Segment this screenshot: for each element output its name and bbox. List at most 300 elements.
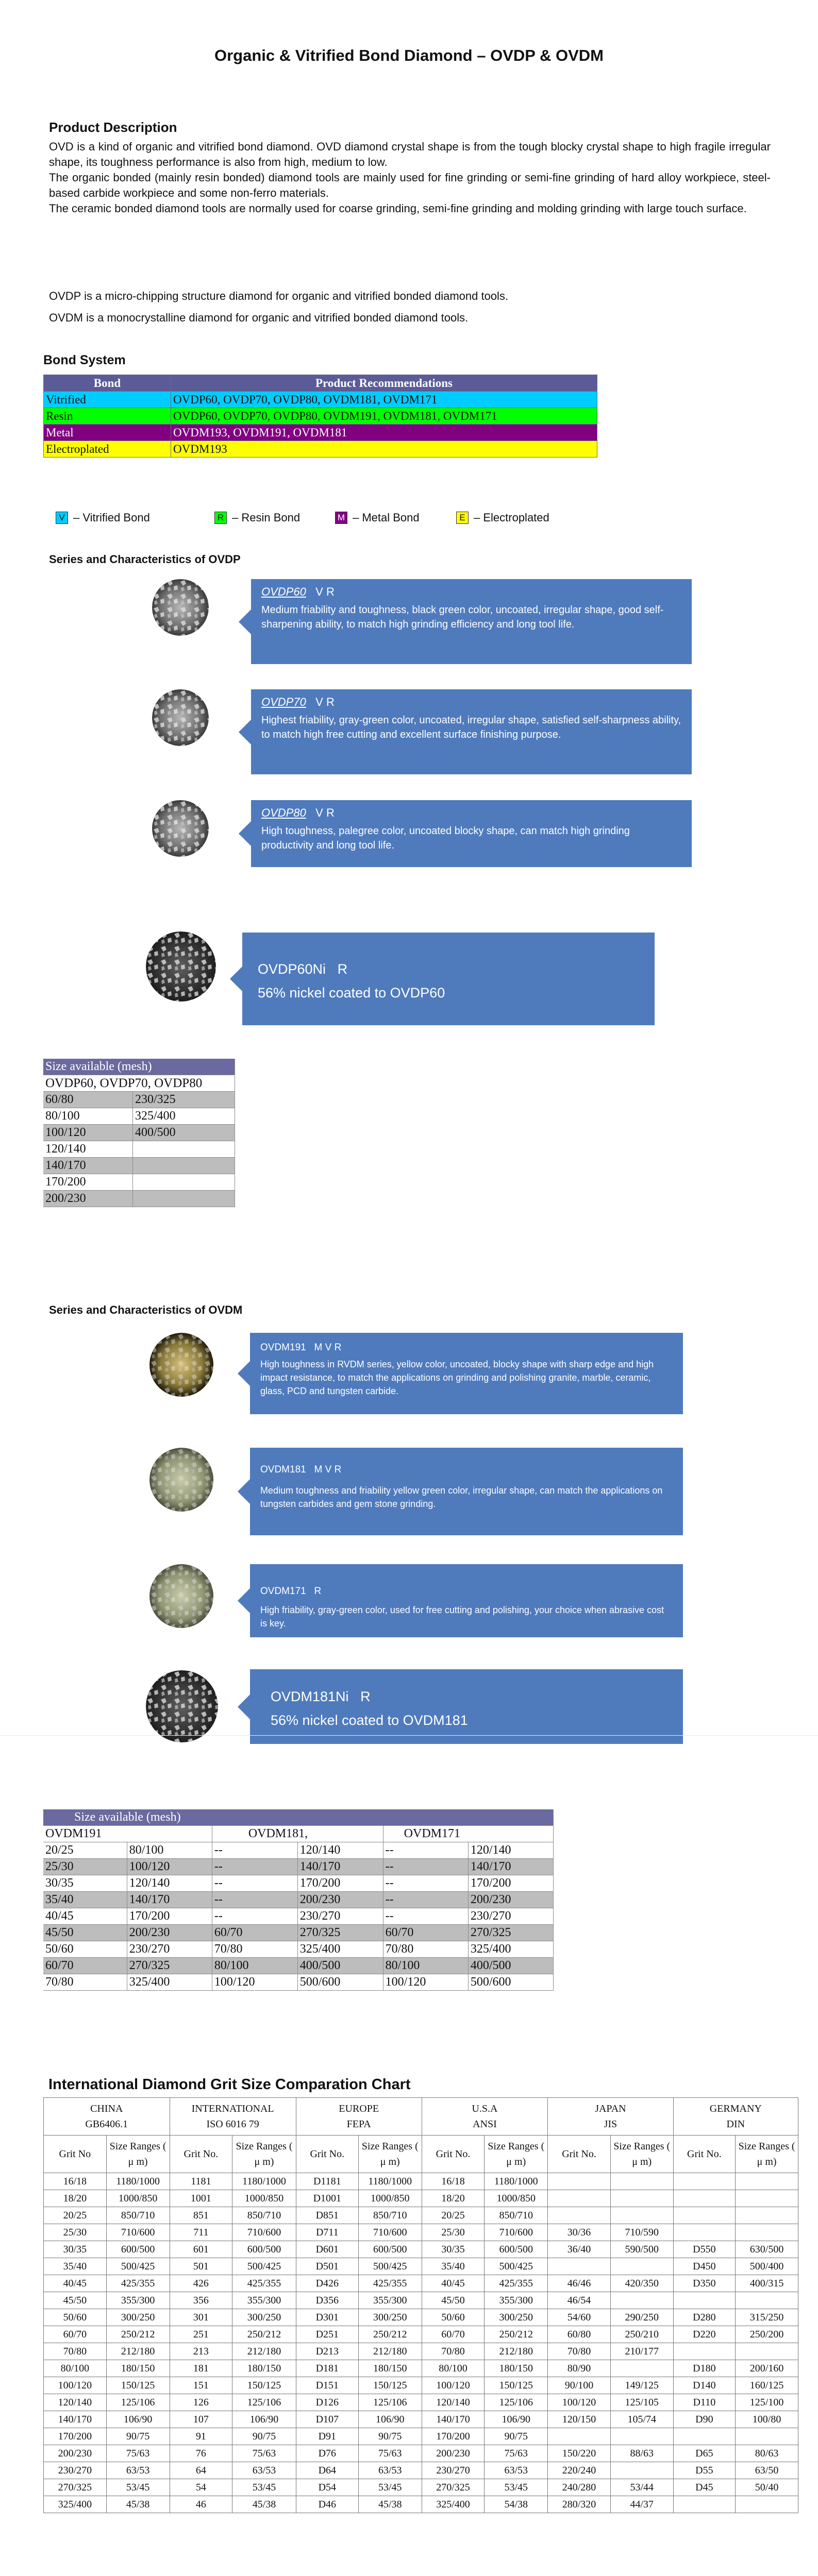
grit-cell: D91	[296, 2428, 358, 2445]
product-name-line	[260, 1342, 673, 1353]
grit-cell	[736, 2173, 798, 2190]
size-cell: 170/200	[468, 1875, 553, 1892]
grit-cell: 180/150	[485, 2360, 548, 2377]
size-cell: 80/100	[127, 1842, 212, 1859]
standard-code: DIN	[726, 2119, 745, 2130]
grit-cell: 180/150	[232, 2360, 296, 2377]
product-bonds: R	[360, 1689, 371, 1704]
description-paragraph: OVD is a kind of organic and vitrified bond diamond. OVD diamond crystal shape is from the tough blocky crystal shape to high fragile irregular shape, its toughness performance is also from high, medium to low.	[49, 140, 771, 168]
description-paragraph: The ceramic bonded diamond tools are normally used for coarse grinding, semi-fine grinding and molding grinding with large touch surface.	[49, 202, 747, 215]
product-name-line	[258, 957, 639, 981]
grit-cell: 53/45	[232, 2479, 296, 2496]
grit-cell: 250/212	[358, 2326, 422, 2343]
grit-cell: D55	[673, 2462, 736, 2479]
grit-cell: 710/600	[358, 2224, 422, 2241]
table-row	[43, 1158, 235, 1174]
bond-name: Resin	[44, 408, 171, 425]
table-row	[44, 408, 597, 425]
standard-header	[422, 2098, 548, 2136]
size-cell: 100/120	[383, 1974, 468, 1991]
grit-cell: D76	[296, 2445, 358, 2462]
card-pointer	[238, 1588, 250, 1613]
grit-cell: 125/106	[485, 2394, 548, 2411]
product-name: OVDP70	[261, 696, 306, 708]
ovdm-heading: Series and Characteristics of OVDM	[49, 1303, 243, 1316]
size-group-header: OVDM191	[43, 1826, 212, 1842]
size-cell: 100/120	[212, 1974, 297, 1991]
product-description: Medium friability and toughness, black green color, uncoated, irregular shape, good self-sharpening ability, to match high grinding efficiency and long tool life.	[261, 604, 664, 630]
grit-cell	[610, 2207, 673, 2224]
grit-cell: D356	[296, 2292, 358, 2309]
grit-cell: D1001	[296, 2190, 358, 2207]
grit-cell: 850/710	[358, 2207, 422, 2224]
table-header-row	[44, 2136, 798, 2173]
legend-swatch: E	[456, 512, 469, 524]
size-cell: 120/140	[127, 1875, 212, 1892]
grit-cell: D501	[296, 2258, 358, 2275]
table-row	[43, 1859, 554, 1875]
legend-resin	[214, 511, 300, 524]
table-row	[43, 1925, 554, 1941]
size-cell: 325/400	[127, 1974, 212, 1991]
grit-cell	[736, 2190, 798, 2207]
grit-cell: 50/60	[422, 2309, 485, 2326]
bond-products: OVDM193	[171, 441, 597, 457]
grit-cell: 125/106	[358, 2394, 422, 2411]
card-pointer	[239, 720, 251, 744]
grit-cell: 90/75	[106, 2428, 170, 2445]
grit-cell: 30/35	[44, 2241, 107, 2258]
grit-cell: 200/160	[736, 2360, 798, 2377]
grit-cell: 315/250	[736, 2309, 798, 2326]
grit-cell: D64	[296, 2462, 358, 2479]
table-row	[44, 2377, 798, 2394]
ovdp-definition: OVDP is a micro-chipping structure diamond for organic and vitrified bonded diamond tools.	[49, 290, 509, 302]
grit-cell: 63/53	[232, 2462, 296, 2479]
bond-name: Electroplated	[44, 441, 171, 457]
size-table-header: Size available (mesh)	[43, 1059, 235, 1075]
grit-cell: 40/45	[44, 2275, 107, 2292]
grit-cell: 220/240	[548, 2462, 611, 2479]
grit-cell	[736, 2496, 798, 2513]
grit-cell: 710/600	[485, 2224, 548, 2241]
grit-cell: 710/600	[106, 2224, 170, 2241]
grit-cell: 325/400	[422, 2496, 485, 2513]
grit-cell	[673, 2343, 736, 2360]
ovdm181ni-crystal-image	[146, 1670, 218, 1742]
product-bonds: V R	[315, 806, 335, 819]
grit-cell: 240/280	[548, 2479, 611, 2496]
grit-cell: 300/250	[106, 2309, 170, 2326]
grit-cell	[548, 2258, 611, 2275]
standard-code: ISO 6016 79	[206, 2119, 259, 2130]
grit-cell: D550	[673, 2241, 736, 2258]
table-row	[44, 2445, 798, 2462]
grit-no-header: Grit No.	[548, 2136, 611, 2173]
grit-cell: 140/170	[44, 2411, 107, 2428]
product-bonds: V R	[315, 696, 335, 708]
grit-cell: 60/70	[422, 2326, 485, 2343]
size-cell: 500/600	[297, 1974, 383, 1991]
table-row	[43, 1108, 235, 1125]
grit-cell: 50/40	[736, 2479, 798, 2496]
grit-cell: 181	[170, 2360, 232, 2377]
standard-header	[44, 2098, 170, 2136]
standard-country: U.S.A	[472, 2103, 498, 2114]
grit-cell: 356	[170, 2292, 232, 2309]
grit-cell: 16/18	[422, 2173, 485, 2190]
size-cell: 400/500	[133, 1125, 235, 1141]
grit-cell: 80/63	[736, 2445, 798, 2462]
grit-cell: 710/600	[232, 2224, 296, 2241]
grit-cell: 50/60	[44, 2309, 107, 2326]
ovdp70-card	[251, 689, 692, 774]
product-description: 56% nickel coated to OVDP60	[258, 985, 445, 1001]
grit-cell: 90/75	[358, 2428, 422, 2445]
size-range-header: Size Ranges ( μ m)	[358, 2136, 422, 2173]
table-row	[44, 425, 597, 441]
size-range-header: Size Ranges ( μ m)	[485, 2136, 548, 2173]
grit-cell	[548, 2428, 611, 2445]
grit-cell: 80/100	[422, 2360, 485, 2377]
grit-cell: D126	[296, 2394, 358, 2411]
grit-cell: 600/500	[106, 2241, 170, 2258]
grit-cell: 200/230	[422, 2445, 485, 2462]
size-cell: 270/325	[297, 1925, 383, 1941]
grit-cell: D180	[673, 2360, 736, 2377]
legend-swatch: M	[335, 512, 347, 524]
legend-electroplated	[456, 511, 549, 524]
legend-label: – Vitrified Bond	[73, 511, 150, 524]
grit-cell: D851	[296, 2207, 358, 2224]
grit-cell	[610, 2360, 673, 2377]
grit-cell: 280/320	[548, 2496, 611, 2513]
grit-cell: 45/38	[358, 2496, 422, 2513]
grit-cell: 36/40	[548, 2241, 611, 2258]
product-name-line	[261, 696, 682, 709]
ovdm191-card	[250, 1333, 683, 1414]
table-row	[44, 2462, 798, 2479]
grit-cell: 355/300	[358, 2292, 422, 2309]
size-cell: --	[383, 1892, 468, 1908]
grit-cell: D711	[296, 2224, 358, 2241]
grit-cell: 63/53	[358, 2462, 422, 2479]
grit-cell: 425/355	[106, 2275, 170, 2292]
table-row	[43, 1908, 554, 1925]
grit-cell: 53/45	[358, 2479, 422, 2496]
grit-cell: 75/63	[232, 2445, 296, 2462]
ovdm171-crystal-image	[149, 1564, 214, 1629]
grit-cell: D350	[673, 2275, 736, 2292]
size-cell: --	[212, 1875, 297, 1892]
grit-cell	[673, 2292, 736, 2309]
grit-cell: 100/80	[736, 2411, 798, 2428]
size-cell: 270/325	[127, 1958, 212, 1974]
table-row	[44, 2224, 798, 2241]
grit-cell: 300/250	[232, 2309, 296, 2326]
grit-cell: 150/125	[358, 2377, 422, 2394]
grit-cell: 270/325	[44, 2479, 107, 2496]
bond-products: OVDP60, OVDP70, OVDP80, OVDM181, OVDM171	[171, 392, 597, 408]
grit-cell: D90	[673, 2411, 736, 2428]
standard-header	[673, 2098, 798, 2136]
grit-cell: 125/106	[232, 2394, 296, 2411]
card-pointer	[239, 821, 251, 846]
table-row	[43, 1125, 235, 1141]
grit-cell: D426	[296, 2275, 358, 2292]
product-description: Medium toughness and friability yellow green color, irregular shape, can match the applications on tungsten carbides and gem stone grinding.	[260, 1485, 663, 1509]
grit-cell: 25/30	[44, 2224, 107, 2241]
size-cell	[133, 1158, 235, 1174]
table-row	[44, 2309, 798, 2326]
size-cell: 140/170	[297, 1859, 383, 1875]
grit-cell: 300/250	[485, 2309, 548, 2326]
legend-label: – Resin Bond	[232, 511, 301, 524]
grit-cell: 106/90	[485, 2411, 548, 2428]
table-row	[44, 2343, 798, 2360]
table-row	[43, 1875, 554, 1892]
table-row	[43, 1892, 554, 1908]
grit-cell: 426	[170, 2275, 232, 2292]
standard-code: JIS	[604, 2119, 617, 2130]
ovdp70-crystal-image	[152, 689, 209, 746]
product-description: Highest friability, gray-green color, uncoated, irregular shape, satisfied self-sharpness ability, to match high free cutting and excellent surface finishing purpose.	[261, 715, 681, 740]
grit-cell: 500/400	[736, 2258, 798, 2275]
grit-cell: D151	[296, 2377, 358, 2394]
product-bonds: R	[314, 1586, 322, 1597]
size-cell: 45/50	[43, 1925, 127, 1941]
grit-cell: 270/325	[422, 2479, 485, 2496]
grit-cell: 45/38	[106, 2496, 170, 2513]
size-cell: 60/70	[383, 1925, 468, 1941]
grit-cell: 53/45	[485, 2479, 548, 2496]
grit-cell: 54	[170, 2479, 232, 2496]
grit-cell: 53/45	[106, 2479, 170, 2496]
standard-country: CHINA	[90, 2103, 123, 2114]
legend-metal	[335, 511, 420, 524]
grit-cell	[673, 2224, 736, 2241]
ovdm181-crystal-image	[149, 1448, 214, 1512]
grit-cell: 851	[170, 2207, 232, 2224]
grit-cell: 91	[170, 2428, 232, 2445]
grit-cell: 250/212	[485, 2326, 548, 2343]
grit-cell: D450	[673, 2258, 736, 2275]
grit-cell: D65	[673, 2445, 736, 2462]
product-name-line	[261, 806, 682, 820]
grit-cell: 100/120	[422, 2377, 485, 2394]
standard-header	[296, 2098, 422, 2136]
product-name: OVDM181	[260, 1464, 306, 1475]
size-cell: 100/120	[43, 1125, 133, 1141]
grit-cell: 151	[170, 2377, 232, 2394]
grit-cell: 70/80	[548, 2343, 611, 2360]
grit-cell: 600/500	[232, 2241, 296, 2258]
table-row	[43, 1974, 554, 1991]
grit-cell: 46/46	[548, 2275, 611, 2292]
size-cell: 325/400	[297, 1941, 383, 1958]
grit-cell: 250/212	[232, 2326, 296, 2343]
table-row	[44, 2292, 798, 2309]
card-pointer	[239, 609, 251, 634]
standard-code: ANSI	[473, 2119, 497, 2130]
grit-cell: 30/35	[422, 2241, 485, 2258]
grit-cell: 53/44	[610, 2479, 673, 2496]
table-row	[44, 2173, 798, 2190]
grit-cell: 501	[170, 2258, 232, 2275]
grit-cell: D46	[296, 2496, 358, 2513]
ovd-definitions	[49, 289, 771, 326]
grit-cell: 30/36	[548, 2224, 611, 2241]
grit-cell: 710/590	[610, 2224, 673, 2241]
grit-cell: 125/105	[610, 2394, 673, 2411]
bond-system-table	[43, 375, 597, 457]
grit-cell: 160/125	[736, 2377, 798, 2394]
standard-country: INTERNATIONAL	[191, 2103, 274, 2114]
size-cell: --	[212, 1892, 297, 1908]
size-table-subheader: OVDP60, OVDP70, OVDP80	[43, 1075, 235, 1092]
grit-cell: 355/300	[485, 2292, 548, 2309]
standard-header	[170, 2098, 296, 2136]
table-row	[44, 2241, 798, 2258]
grit-cell: 45/50	[422, 2292, 485, 2309]
grit-cell: 250/212	[106, 2326, 170, 2343]
table-row	[43, 1092, 235, 1108]
grit-cell	[736, 2343, 798, 2360]
bond-system-heading: Bond System	[43, 353, 126, 367]
grit-cell: 25/30	[422, 2224, 485, 2241]
size-cell: 35/40	[43, 1892, 127, 1908]
size-cell: 50/60	[43, 1941, 127, 1958]
size-cell: 200/230	[297, 1892, 383, 1908]
grit-cell	[673, 2190, 736, 2207]
grit-cell: 150/125	[232, 2377, 296, 2394]
table-row	[43, 1842, 554, 1859]
grit-cell: 1180/1000	[358, 2173, 422, 2190]
grit-cell: 500/425	[106, 2258, 170, 2275]
grit-cell	[610, 2173, 673, 2190]
grit-cell: 150/125	[106, 2377, 170, 2394]
size-cell	[133, 1191, 235, 1207]
size-cell: 200/230	[127, 1925, 212, 1941]
grit-cell: 90/75	[232, 2428, 296, 2445]
table-row	[43, 1174, 235, 1191]
table-row	[44, 2360, 798, 2377]
grit-cell: 1180/1000	[485, 2173, 548, 2190]
size-cell: 400/500	[297, 1958, 383, 1974]
grit-cell: 230/270	[422, 2462, 485, 2479]
grit-cell	[736, 2292, 798, 2309]
grit-cell: 213	[170, 2343, 232, 2360]
product-description: High friability, gray-green color, used for free cutting and polishing, your choice when abrasive cost is key.	[260, 1605, 664, 1629]
grit-cell: 355/300	[232, 2292, 296, 2309]
grit-cell	[610, 2258, 673, 2275]
ovdp60ni-crystal-image	[146, 931, 216, 1002]
legend-label: – Metal Bond	[353, 511, 420, 524]
size-cell: --	[212, 1908, 297, 1925]
grit-cell: 120/150	[548, 2411, 611, 2428]
grit-cell: 150/220	[548, 2445, 611, 2462]
grit-cell: 850/710	[485, 2207, 548, 2224]
standard-country: GERMANY	[709, 2103, 762, 2114]
size-cell: 400/500	[468, 1958, 553, 1974]
grit-cell: 18/20	[44, 2190, 107, 2207]
product-name: OVDM181Ni	[271, 1689, 349, 1704]
grit-cell: 88/63	[610, 2445, 673, 2462]
grit-cell: 251	[170, 2326, 232, 2343]
size-cell: 140/170	[43, 1158, 133, 1174]
grit-cell: 75/63	[358, 2445, 422, 2462]
grit-cell: D251	[296, 2326, 358, 2343]
ovdp60ni-card	[242, 933, 655, 1025]
grit-cell	[673, 2173, 736, 2190]
grit-cell	[548, 2207, 611, 2224]
standard-code: GB6406.1	[85, 2119, 128, 2130]
grit-cell	[610, 2428, 673, 2445]
grit-no-header: Grit No.	[673, 2136, 736, 2173]
size-cell: --	[383, 1908, 468, 1925]
size-cell: 60/70	[43, 1958, 127, 1974]
standard-country: EUROPE	[339, 2103, 379, 2114]
grit-cell: 212/180	[358, 2343, 422, 2360]
grit-cell: 18/20	[422, 2190, 485, 2207]
grit-cell: 1181	[170, 2173, 232, 2190]
grit-cell: 600/500	[485, 2241, 548, 2258]
ovdm181ni-card	[250, 1669, 683, 1744]
bond-name: Vitrified	[44, 392, 171, 408]
grit-cell: 1001	[170, 2190, 232, 2207]
table-row	[44, 2479, 798, 2496]
grit-cell: 20/25	[44, 2207, 107, 2224]
grit-cell: 600/500	[358, 2241, 422, 2258]
ovdm171-card	[250, 1564, 683, 1637]
grit-cell: D220	[673, 2326, 736, 2343]
size-cell: 60/70	[212, 1925, 297, 1941]
card-pointer	[238, 1694, 250, 1719]
grit-cell: 46/54	[548, 2292, 611, 2309]
product-name: OVDP60Ni	[258, 961, 326, 977]
size-cell: 80/100	[383, 1958, 468, 1974]
size-range-header: Size Ranges ( μ m)	[736, 2136, 798, 2173]
grit-cell: 630/500	[736, 2241, 798, 2258]
size-cell: 80/100	[43, 1108, 133, 1125]
standard-country: JAPAN	[595, 2103, 626, 2114]
size-cell: 25/30	[43, 1859, 127, 1875]
grit-cell: 325/400	[44, 2496, 107, 2513]
grit-cell: 150/125	[485, 2377, 548, 2394]
table-row	[43, 1191, 235, 1207]
product-name-line	[261, 585, 682, 599]
legend-vitrified	[56, 511, 150, 524]
table-row	[44, 2496, 798, 2513]
product-bonds: R	[337, 961, 348, 977]
grit-cell: 1000/850	[485, 2190, 548, 2207]
grit-cell: 76	[170, 2445, 232, 2462]
grit-cell: 180/150	[106, 2360, 170, 2377]
grit-cell: D601	[296, 2241, 358, 2258]
grit-cell: 1000/850	[232, 2190, 296, 2207]
table-row	[44, 2394, 798, 2411]
page-title: Organic & Vitrified Bond Diamond – OVDP & OVDM	[214, 46, 604, 64]
size-cell: 120/140	[297, 1842, 383, 1859]
size-cell: 120/140	[43, 1141, 133, 1158]
product-name: OVDM191	[260, 1342, 306, 1353]
grit-cell: D1181	[296, 2173, 358, 2190]
card-pointer	[238, 1361, 250, 1386]
description-paragraph: The organic bonded (mainly resin bonded) diamond tools are mainly used for fine grinding or semi-fine grinding of hard alloy workpiece, steel-based carbide workpiece and some non-ferro materials.	[49, 171, 771, 199]
grit-cell: 44/37	[610, 2496, 673, 2513]
ovdp80-crystal-image	[152, 800, 209, 857]
product-description: High toughness, palegree color, uncoated blocky shape, can match high grinding productivity and long tool life.	[261, 825, 630, 851]
